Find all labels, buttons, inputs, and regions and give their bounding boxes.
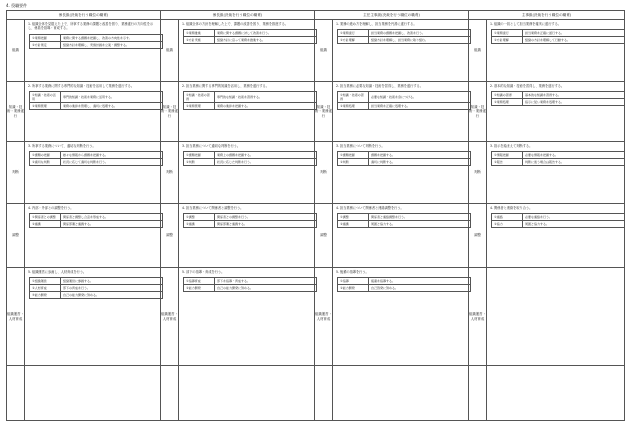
- requirement-intro: 2. 担当業務に必要な知識・技術を習得し、業務を遂行する。: [336, 84, 423, 88]
- sub-requirement-key: ①情報把握: [492, 152, 523, 159]
- sub-requirement-key: ②方針策定: [30, 41, 61, 48]
- requirement-intro: 4. 内部・外部との調整を行う。: [28, 206, 74, 210]
- sub-requirement-key: ①業務遂行: [338, 30, 369, 37]
- sub-requirements-table: [491, 91, 625, 106]
- sub-requirement-key: ②業務管理: [30, 103, 61, 110]
- sub-requirement-key: ②能力開発: [338, 285, 369, 292]
- requirement-intro: 3. 所掌する業務について、適切な判断を行う。: [28, 144, 96, 148]
- page-header: 4. 役職要件: [6, 3, 28, 8]
- row-label: 判断: [161, 142, 179, 204]
- row-label: [161, 366, 179, 421]
- sub-requirement-key: ②業務処理: [338, 103, 369, 110]
- table-row: [7, 268, 625, 366]
- sub-requirement-row: [338, 214, 471, 221]
- sub-requirement-value: 必要な連絡を行う。: [523, 214, 625, 221]
- requirement-cell: [179, 142, 315, 204]
- sub-requirement-row: [184, 278, 317, 285]
- sub-requirement-key: ①指導育成: [184, 278, 215, 285]
- row-label: [315, 366, 333, 421]
- sub-requirement-value: 周囲と協力する。: [523, 221, 625, 228]
- requirement-cell: [179, 20, 315, 82]
- sub-requirement-key: ②人材育成: [30, 285, 61, 292]
- sub-requirement-key: ①業務推進: [184, 30, 215, 37]
- requirement-intro: 5. 組織運営に参画し、人材育成を行う。: [28, 270, 87, 274]
- column-header: 主任主事級(決裁を行う職位の職責): [315, 11, 469, 20]
- requirement-intro: [179, 366, 314, 370]
- sub-requirement-value: 業務上の課題を把握する。: [215, 152, 317, 159]
- sub-requirement-key: ①組織運営: [30, 278, 61, 285]
- sub-requirement-value: 自己の能力開発に努める。: [215, 285, 317, 292]
- sub-requirement-value: 後輩を指導する。: [369, 278, 471, 285]
- sub-requirement-value: 担当業務の課題を把握し、改善を行う。: [369, 30, 471, 37]
- row-label: 組織運営・人材育成: [469, 268, 487, 366]
- sub-requirement-value: 適切に判断する。: [369, 159, 471, 166]
- sub-requirement-row: [30, 292, 163, 299]
- sub-requirements-table: [183, 277, 317, 292]
- sub-requirements-table: [491, 151, 625, 166]
- role-requirements-table: [6, 10, 625, 421]
- sub-requirement-key: ①知識・技術の習得: [184, 92, 215, 103]
- sub-requirement-value: 組織の方針を理解して行動する。: [523, 37, 625, 44]
- sub-requirement-row: [492, 30, 625, 37]
- sub-requirement-value: 担当業務を正確に処理する。: [369, 103, 471, 110]
- requirement-cell: [25, 142, 161, 204]
- sub-requirement-row: [184, 221, 317, 228]
- row-label: 組織: [469, 20, 487, 82]
- sub-requirement-row: [338, 152, 471, 159]
- sub-requirement-row: [184, 103, 317, 110]
- sub-requirement-row: [338, 278, 471, 285]
- sub-requirement-key: ①調整: [184, 214, 215, 221]
- requirement-intro: 2. 基本的な知識・技術を習得し、業務を遂行する。: [490, 84, 565, 88]
- column-header: 係長級(決裁を行う職位の職責): [7, 11, 161, 20]
- requirement-intro: 1. 組織全体の方針を理解した上で、課題の改善を図り、業務を推進する。: [182, 22, 288, 26]
- sub-requirement-row: [338, 103, 471, 110]
- sub-requirement-key: ②協力: [492, 221, 523, 228]
- sub-requirement-row: [30, 221, 163, 228]
- sub-requirement-key: ①連絡: [492, 214, 523, 221]
- requirement-intro: 5. 後輩の指導を行う。: [336, 270, 369, 274]
- sub-requirement-row: [184, 159, 317, 166]
- sub-requirements-table: [29, 213, 163, 228]
- sub-requirement-key: ①業務遂行: [492, 30, 523, 37]
- sub-requirement-value: 自己の能力開発に努める。: [61, 292, 163, 299]
- row-label: 知識・技術・業務遂行: [469, 82, 487, 142]
- sub-requirement-row: [184, 37, 317, 44]
- sub-requirement-row: [492, 152, 625, 159]
- sub-requirement-row: [492, 159, 625, 166]
- row-label: 調整: [161, 204, 179, 268]
- row-label: 組織: [315, 20, 333, 82]
- sub-requirement-value: 指示に従い業務を処理する。: [523, 99, 625, 106]
- row-label: [7, 366, 25, 421]
- table-row: [7, 366, 625, 421]
- sub-requirement-key: ③能力開発: [30, 292, 61, 299]
- sub-requirement-value: 課題を把握する。: [369, 152, 471, 159]
- requirement-intro: 5. 部下の指導・育成を行う。: [182, 270, 225, 274]
- requirement-cell: [333, 268, 469, 366]
- requirement-intro: 3. 指示を踏まえて判断する。: [490, 144, 533, 148]
- sub-requirements-table: [337, 91, 471, 110]
- sub-requirement-key: ①調整: [338, 214, 369, 221]
- sub-requirement-value: 組織方針を理解し、実施計画を立案・調整する。: [61, 41, 163, 48]
- sub-requirements-table: [183, 29, 317, 44]
- row-label: 組織運営・人材育成: [315, 268, 333, 366]
- requirement-cell: [333, 20, 469, 82]
- sub-requirement-value: 関係者と調整し合意を形成する。: [61, 214, 163, 221]
- row-label: 調整: [315, 204, 333, 268]
- sub-requirements-table: [29, 34, 163, 49]
- sub-requirement-key: ①知識・技術の活用: [30, 92, 61, 103]
- sub-requirement-key: ②適切な判断: [30, 159, 61, 166]
- table-row: [7, 82, 625, 142]
- row-label: 判断: [469, 142, 487, 204]
- sub-requirement-value: 周囲と協力する。: [369, 221, 471, 228]
- sub-requirement-value: 部下を指導・育成する。: [215, 278, 317, 285]
- row-label: 知識・技術・業務遂行: [161, 82, 179, 142]
- sub-requirement-row: [30, 152, 163, 159]
- requirement-cell: [25, 204, 161, 268]
- sub-requirements-table: [183, 213, 317, 228]
- requirement-cell: [179, 82, 315, 142]
- sub-requirement-value: 関係者と連絡調整を行う。: [369, 214, 471, 221]
- header-row: [7, 11, 625, 20]
- requirement-intro: [487, 268, 624, 272]
- sub-requirement-row: [492, 37, 625, 44]
- row-label: 知識・技術・業務遂行: [7, 82, 25, 142]
- table-row: [7, 20, 625, 82]
- requirement-cell: [25, 20, 161, 82]
- requirement-intro: [25, 366, 160, 370]
- requirement-cell: [487, 366, 625, 421]
- requirement-cell: [25, 268, 161, 366]
- row-label: 調整: [469, 204, 487, 268]
- row-label: 組織運営・人材育成: [161, 268, 179, 366]
- requirement-intro: [333, 366, 468, 370]
- sub-requirement-row: [30, 278, 163, 285]
- sub-requirement-value: 様々な情報から課題を把握する。: [61, 152, 163, 159]
- requirement-cell: [487, 204, 625, 268]
- row-label: 判断: [315, 142, 333, 204]
- row-label: 知識・技術・業務遂行: [315, 82, 333, 142]
- requirement-intro: 2. 所掌する業務に関する専門的な知識・技術を活用して業務を遂行する。: [28, 84, 135, 88]
- table-row: [7, 142, 625, 204]
- sub-requirements-table: [337, 151, 471, 166]
- requirement-intro: 3. 担当業務について判断を行う。: [336, 144, 385, 148]
- sub-requirement-value: 必要な情報を把握する。: [523, 152, 625, 159]
- sub-requirement-value: 判断に迷う場合は報告する。: [523, 159, 625, 166]
- table-row: [7, 204, 625, 268]
- sub-requirement-key: ②業務処理: [492, 99, 523, 106]
- sub-requirement-value: 自己啓発に努める。: [369, 285, 471, 292]
- sub-requirement-key: ①知識・技術の習得: [338, 92, 369, 103]
- sub-requirement-value: 部下の育成を行う。: [61, 285, 163, 292]
- sub-requirement-row: [30, 41, 163, 48]
- sub-requirement-key: ②業務管理: [184, 103, 215, 110]
- requirement-cell: [333, 82, 469, 142]
- sub-requirement-row: [338, 30, 471, 37]
- sub-requirement-key: ①課題把握: [184, 152, 215, 159]
- column-header: 主事級(決裁を行う職位の職責): [469, 11, 625, 20]
- sub-requirement-value: 状況に応じて適切な判断を行う。: [61, 159, 163, 166]
- requirement-cell: [179, 204, 315, 268]
- requirement-intro: [487, 366, 624, 370]
- sub-requirement-value: 関係部署と連携する。: [61, 221, 163, 228]
- requirement-cell: [179, 366, 315, 421]
- sub-requirement-key: ②連携: [184, 221, 215, 228]
- sub-requirement-key: ②方針実施: [184, 37, 215, 44]
- requirement-cell: [487, 268, 625, 366]
- sub-requirement-value: 業務の進捗を管理し、適切に処理する。: [61, 103, 163, 110]
- sub-requirement-row: [30, 34, 163, 41]
- sub-requirement-key: ①課題の把握: [30, 152, 61, 159]
- sub-requirement-row: [492, 214, 625, 221]
- requirement-intro: 1. 組織の一員として担当業務を確実に遂行する。: [490, 22, 561, 26]
- requirement-intro: 4. 関係者と連絡を取り合う。: [490, 206, 533, 210]
- requirement-cell: [25, 82, 161, 142]
- row-label: 組織: [7, 20, 25, 82]
- sub-requirement-value: 関係部署と連携する。: [215, 221, 317, 228]
- sub-requirements-table: [29, 151, 163, 166]
- requirement-cell: [333, 366, 469, 421]
- sub-requirement-row: [492, 99, 625, 106]
- requirement-intro: 3. 担当業務について適切な判断を行う。: [182, 144, 241, 148]
- sub-requirement-row: [30, 159, 163, 166]
- sub-requirement-row: [492, 221, 625, 228]
- sub-requirement-row: [338, 92, 471, 103]
- sub-requirement-row: [30, 214, 163, 221]
- requirement-intro: 1. 組織全体を見据えた上で、所掌する業務の課題と改善を図り、業務遂行の方向性を示し、係員を指導・育成する。: [28, 22, 154, 31]
- requirement-intro: 4. 担当業務について関係者と連絡調整を行う。: [336, 206, 404, 210]
- requirement-cell: [487, 82, 625, 142]
- sub-requirement-row: [30, 92, 163, 103]
- sub-requirements-table: [491, 29, 625, 44]
- requirement-cell: [487, 20, 625, 82]
- sub-requirements-table: [337, 213, 471, 228]
- requirement-cell: [179, 268, 315, 366]
- requirement-cell: [487, 142, 625, 204]
- sub-requirement-key: ①関係者との調整: [30, 214, 61, 221]
- sub-requirement-value: 業務の進捗を把握する。: [215, 103, 317, 110]
- sub-requirement-key: ②判断: [184, 159, 215, 166]
- sub-requirement-key: ①知識の習得: [492, 92, 523, 99]
- sub-requirement-value: 組織方針を理解し、担当業務に取り組む。: [369, 37, 471, 44]
- sub-requirement-row: [184, 214, 317, 221]
- sub-requirements-table: [491, 213, 625, 228]
- sub-requirement-value: 関係者との調整を行う。: [215, 214, 317, 221]
- sub-requirement-key: ②報告: [492, 159, 523, 166]
- sub-requirement-value: 業務に関する課題を把握し、改善の方向性を示す。: [61, 34, 163, 41]
- sub-requirement-row: [184, 30, 317, 37]
- sub-requirement-value: 専門的知識・技術を業務に活用する。: [61, 92, 163, 103]
- sub-requirement-value: 専門的な知識・技術を習得する。: [215, 92, 317, 103]
- sub-requirement-row: [338, 37, 471, 44]
- sub-requirement-key: ①業務把握: [30, 34, 61, 41]
- sub-requirements-table: [183, 91, 317, 110]
- row-label: 組織運営・人材育成: [7, 268, 25, 366]
- sub-requirement-key: ②方針理解: [338, 37, 369, 44]
- sub-requirement-row: [184, 285, 317, 292]
- sub-requirement-row: [338, 159, 471, 166]
- requirement-cell: [25, 366, 161, 421]
- sub-requirement-row: [30, 103, 163, 110]
- column-header: 係長級(決裁を行う職位の職責): [161, 11, 315, 20]
- sub-requirement-key: ②連携: [30, 221, 61, 228]
- requirement-cell: [333, 142, 469, 204]
- sub-requirements-table: [337, 277, 471, 292]
- sub-requirement-key: ②判断: [338, 159, 369, 166]
- sub-requirement-value: 業務に関する課題に対して改善を行う。: [215, 30, 317, 37]
- sub-requirements-table: [183, 151, 317, 166]
- sub-requirement-value: 基本的な知識を習得する。: [523, 92, 625, 99]
- sub-requirements-table: [29, 277, 163, 299]
- sub-requirement-value: 必要な知識・技術を身につける。: [369, 92, 471, 103]
- sub-requirement-value: 組織運営に参画する。: [61, 278, 163, 285]
- sub-requirement-key: ②連携: [338, 221, 369, 228]
- requirement-intro: 4. 担当業務について関係者と調整を行う。: [182, 206, 244, 210]
- row-label: 調整: [7, 204, 25, 268]
- requirement-intro: 2. 担当業務に関する専門的知識を活用し、業務を遂行する。: [182, 84, 269, 88]
- sub-requirement-key: ①課題把握: [338, 152, 369, 159]
- sub-requirement-value: 状況に応じた判断を行う。: [215, 159, 317, 166]
- sub-requirement-key: ①指導: [338, 278, 369, 285]
- sub-requirement-value: 組織方針に沿って業務を推進する。: [215, 37, 317, 44]
- sub-requirements-table: [337, 29, 471, 44]
- sub-requirement-row: [184, 92, 317, 103]
- sub-requirement-row: [30, 285, 163, 292]
- requirement-cell: [333, 204, 469, 268]
- requirement-intro: 1. 業務の進め方を理解し、担当業務を円滑に遂行する。: [336, 22, 417, 26]
- sub-requirement-value: 担当業務を正確に遂行する。: [523, 30, 625, 37]
- row-label: 組織: [161, 20, 179, 82]
- sub-requirement-row: [338, 221, 471, 228]
- row-label: 判断: [7, 142, 25, 204]
- sub-requirement-key: ②方針理解: [492, 37, 523, 44]
- sub-requirements-table: [29, 91, 163, 110]
- sub-requirement-row: [338, 285, 471, 292]
- sub-requirement-row: [492, 92, 625, 99]
- sub-requirement-key: ②能力開発: [184, 285, 215, 292]
- sub-requirement-row: [184, 152, 317, 159]
- row-label: [469, 366, 487, 421]
